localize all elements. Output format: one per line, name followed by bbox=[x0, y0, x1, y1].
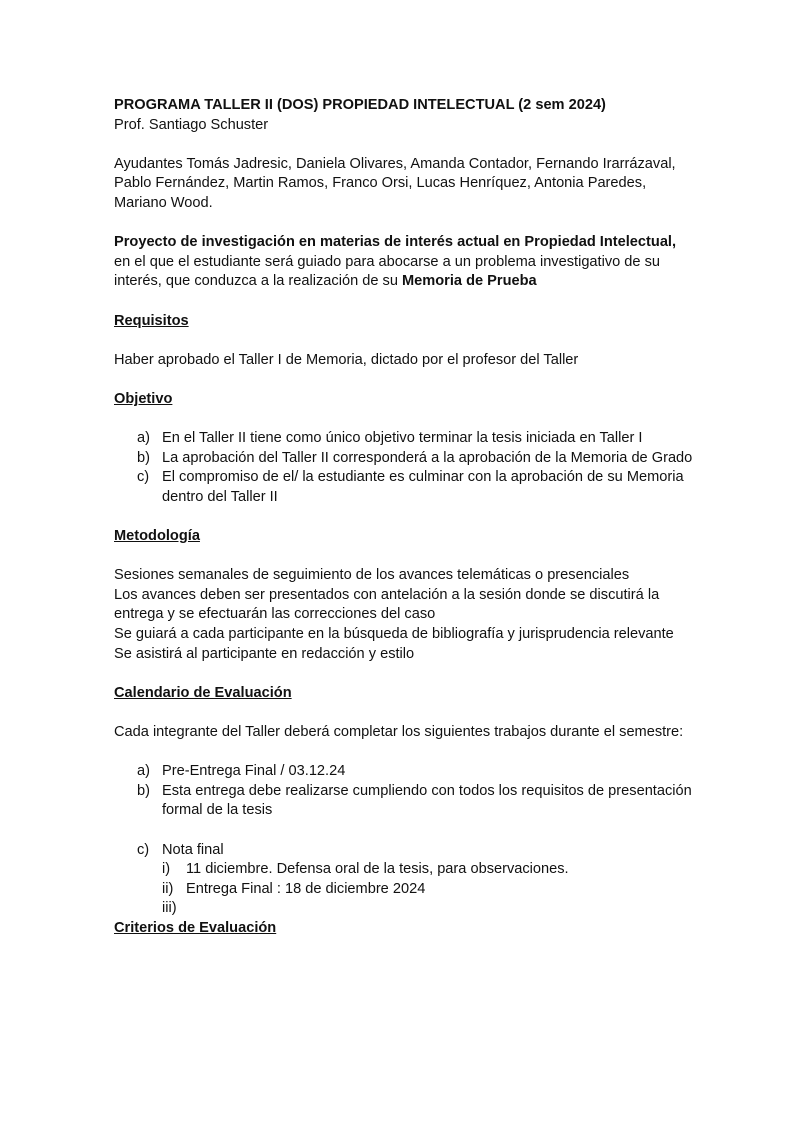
intro-paragraph bbox=[114, 233, 694, 292]
list-item bbox=[114, 429, 694, 449]
list-item bbox=[114, 782, 694, 821]
intro-text: en el que el estudiante será guiado para abocarse a un problema investigativo de su interés, que conduzca a la realización de su bbox=[114, 253, 661, 290]
list-item bbox=[114, 762, 694, 782]
list-item bbox=[114, 449, 694, 469]
section-heading-metodologia: Metodología bbox=[114, 528, 200, 545]
document-title: PROGRAMA TALLER II (DOS) PROPIEDAD INTELECTUAL (2 sem 2024) bbox=[114, 97, 606, 113]
sublist-marker: iii) bbox=[162, 900, 177, 917]
list-item-text: La aprobación del Taller II corresponderá a la aprobación de la Memoria de Grado bbox=[162, 449, 693, 466]
list-item-text: Nota final bbox=[162, 841, 224, 858]
calendario-intro: Cada integrante del Taller deberá completar los siguientes trabajos durante el semestre: bbox=[114, 724, 684, 740]
metodologia-line: Se guiará a cada participante en la búsqueda de bibliografía y jurisprudencia relevante bbox=[114, 626, 674, 643]
section-heading-objetivo: Objetivo bbox=[114, 390, 173, 407]
list-item bbox=[114, 468, 694, 507]
list-item-text: El compromiso de el/ la estudiante es culminar con la aprobación de su Memoria dentro del Taller II bbox=[162, 469, 684, 505]
requisitos-text: Haber aprobado el Taller I de Memoria, dictado por el profesor del Taller bbox=[114, 351, 579, 368]
metodologia-line: Los avances deben ser presentados con antelación a la sesión donde se discutirá la entrega y se efectuarán las correcciones del caso bbox=[114, 586, 660, 623]
list-item bbox=[114, 841, 694, 917]
professor-line: Prof. Santiago Schuster bbox=[114, 116, 269, 133]
nota-final-list bbox=[114, 841, 694, 917]
list-marker: b) bbox=[137, 782, 150, 799]
sublist-marker: i) bbox=[162, 861, 171, 878]
sublist-item bbox=[162, 880, 694, 900]
sublist-item-text: 11 diciembre. Defensa oral de la tesis, para observaciones. bbox=[186, 861, 569, 878]
section-heading-requisitos: Requisitos bbox=[114, 312, 189, 329]
intro-bold-lead: Proyecto de investigación en materias de interés actual en Propiedad Intelectual, bbox=[114, 234, 677, 251]
assistants-paragraph: Ayudantes Tomás Jadresic, Daniela Olivares, Amanda Contador, Fernando Irarrázaval, Pablo Fernández, Martin Ramos, Franco Orsi, Lucas Henríquez, Antonia Paredes, Mariano Wood. bbox=[114, 155, 676, 211]
list-marker: a) bbox=[137, 430, 150, 447]
list-marker: c) bbox=[137, 841, 150, 858]
calendario-list bbox=[114, 762, 694, 821]
section-heading-calendario: Calendario de Evaluación bbox=[114, 684, 292, 701]
list-marker: a) bbox=[137, 763, 150, 780]
section-heading-criterios: Criterios de Evaluación bbox=[114, 919, 277, 936]
sublist-marker: ii) bbox=[162, 880, 174, 897]
list-marker: b) bbox=[137, 449, 150, 466]
nota-final-sublist bbox=[162, 860, 694, 917]
list-item-text: Pre-Entrega Final / 03.12.24 bbox=[162, 763, 346, 780]
metodologia-line: Sesiones semanales de seguimiento de los avances telemáticas o presenciales bbox=[114, 567, 630, 584]
metodologia-line: Se asistirá al participante en redacción y estilo bbox=[114, 645, 415, 662]
document-body bbox=[114, 96, 694, 939]
objetivo-list bbox=[114, 429, 694, 507]
list-item-text: En el Taller II tiene como único objetivo terminar la tesis iniciada en Taller I bbox=[162, 430, 643, 447]
sublist-item-text: Entrega Final : 18 de diciembre 2024 bbox=[186, 880, 426, 897]
intro-bold-tail: Memoria de Prueba bbox=[402, 273, 537, 290]
list-item-text: Esta entrega debe realizarse cumpliendo con todos los requisitos de presentación formal de la tesis bbox=[162, 782, 692, 819]
list-marker: c) bbox=[137, 469, 150, 486]
sublist-item bbox=[162, 860, 694, 880]
